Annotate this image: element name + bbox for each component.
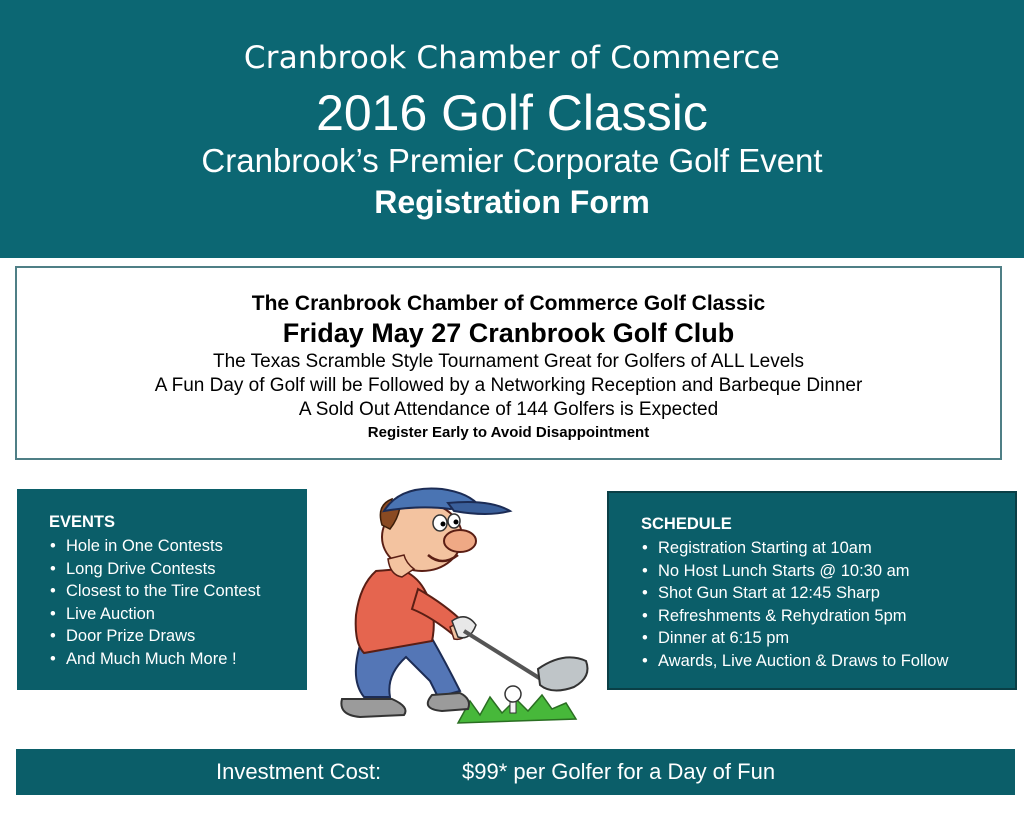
- intro-attendance: A Sold Out Attendance of 144 Golfers is Expected: [298, 399, 719, 420]
- list-item: [49, 648, 307, 671]
- bullet-icon: •: [50, 559, 56, 578]
- bullet-icon: •: [642, 561, 648, 580]
- schedule-item-label: Dinner at 6:15 pm: [658, 629, 790, 648]
- bullet-icon: •: [50, 649, 56, 668]
- list-item: [49, 625, 307, 648]
- intro-format: The Texas Scramble Style Tournament Great for Golfers of ALL Levels: [212, 351, 805, 372]
- bullet-icon: •: [50, 604, 56, 623]
- events-item-label: Live Auction: [66, 604, 155, 623]
- list-item: [641, 650, 1015, 673]
- bullet-icon: •: [50, 537, 56, 555]
- cost-label: Investment Cost:: [216, 759, 382, 784]
- schedule-item-label: Shot Gun Start at 12:45 Sharp: [658, 584, 880, 603]
- form-label: Registration Form: [374, 184, 650, 220]
- list-item: [49, 603, 307, 626]
- intro-box: [15, 266, 1002, 460]
- schedule-item-label: Awards, Live Auction & Draws to Follow: [658, 651, 949, 670]
- event-subtitle: Cranbrook’s Premier Corporate Golf Event: [201, 142, 823, 179]
- schedule-item-label: Refreshments & Rehydration 5pm: [658, 606, 907, 625]
- cost-bar: [16, 749, 1015, 795]
- event-title: 2016 Golf Classic: [316, 85, 708, 141]
- intro-heading: The Cranbrook Chamber of Commerce Golf Classic: [251, 292, 766, 315]
- cost-value: $99* per Golfer for a Day of Fun: [462, 759, 776, 784]
- bullet-icon: •: [642, 651, 648, 670]
- events-item-label: Hole in One Contests: [66, 537, 223, 555]
- organization-name: Cranbrook Chamber of Commerce: [243, 40, 781, 76]
- events-item-label: Long Drive Contests: [66, 559, 216, 578]
- bullet-icon: •: [642, 629, 648, 648]
- list-item: [49, 580, 307, 603]
- event-date-venue: Friday May 27 Cranbrook Golf Club: [282, 318, 735, 348]
- intro-description: A Fun Day of Golf will be Followed by a Networking Reception and Barbeque Dinner: [154, 375, 863, 396]
- events-panel: [17, 489, 307, 690]
- header-banner: [0, 0, 1024, 258]
- schedule-list: [641, 537, 1015, 673]
- bullet-icon: •: [642, 606, 648, 625]
- list-item: [49, 535, 307, 558]
- list-item: [49, 558, 307, 581]
- bullet-icon: •: [642, 539, 648, 557]
- golfer-illustration: [320, 485, 600, 730]
- intro-register-note: Register Early to Avoid Disappointment: [367, 424, 650, 441]
- bullet-icon: •: [50, 627, 56, 646]
- schedule-title: SCHEDULE: [641, 515, 732, 533]
- list-item: [641, 627, 1015, 650]
- list-item: [641, 582, 1015, 605]
- schedule-item-label: Registration Starting at 10am: [658, 539, 872, 557]
- schedule-panel: [607, 491, 1017, 690]
- list-item: [641, 605, 1015, 628]
- events-title: EVENTS: [49, 513, 116, 531]
- bullet-icon: •: [50, 582, 56, 601]
- events-item-label: And Much Much More !: [66, 649, 237, 668]
- events-list: [49, 535, 307, 671]
- bullet-icon: •: [642, 584, 648, 603]
- events-item-label: Closest to the Tire Contest: [66, 582, 261, 601]
- schedule-item-label: No Host Lunch Starts @ 10:30 am: [658, 561, 910, 580]
- list-item: [641, 560, 1015, 583]
- list-item: [641, 537, 1015, 560]
- events-item-label: Door Prize Draws: [66, 627, 196, 646]
